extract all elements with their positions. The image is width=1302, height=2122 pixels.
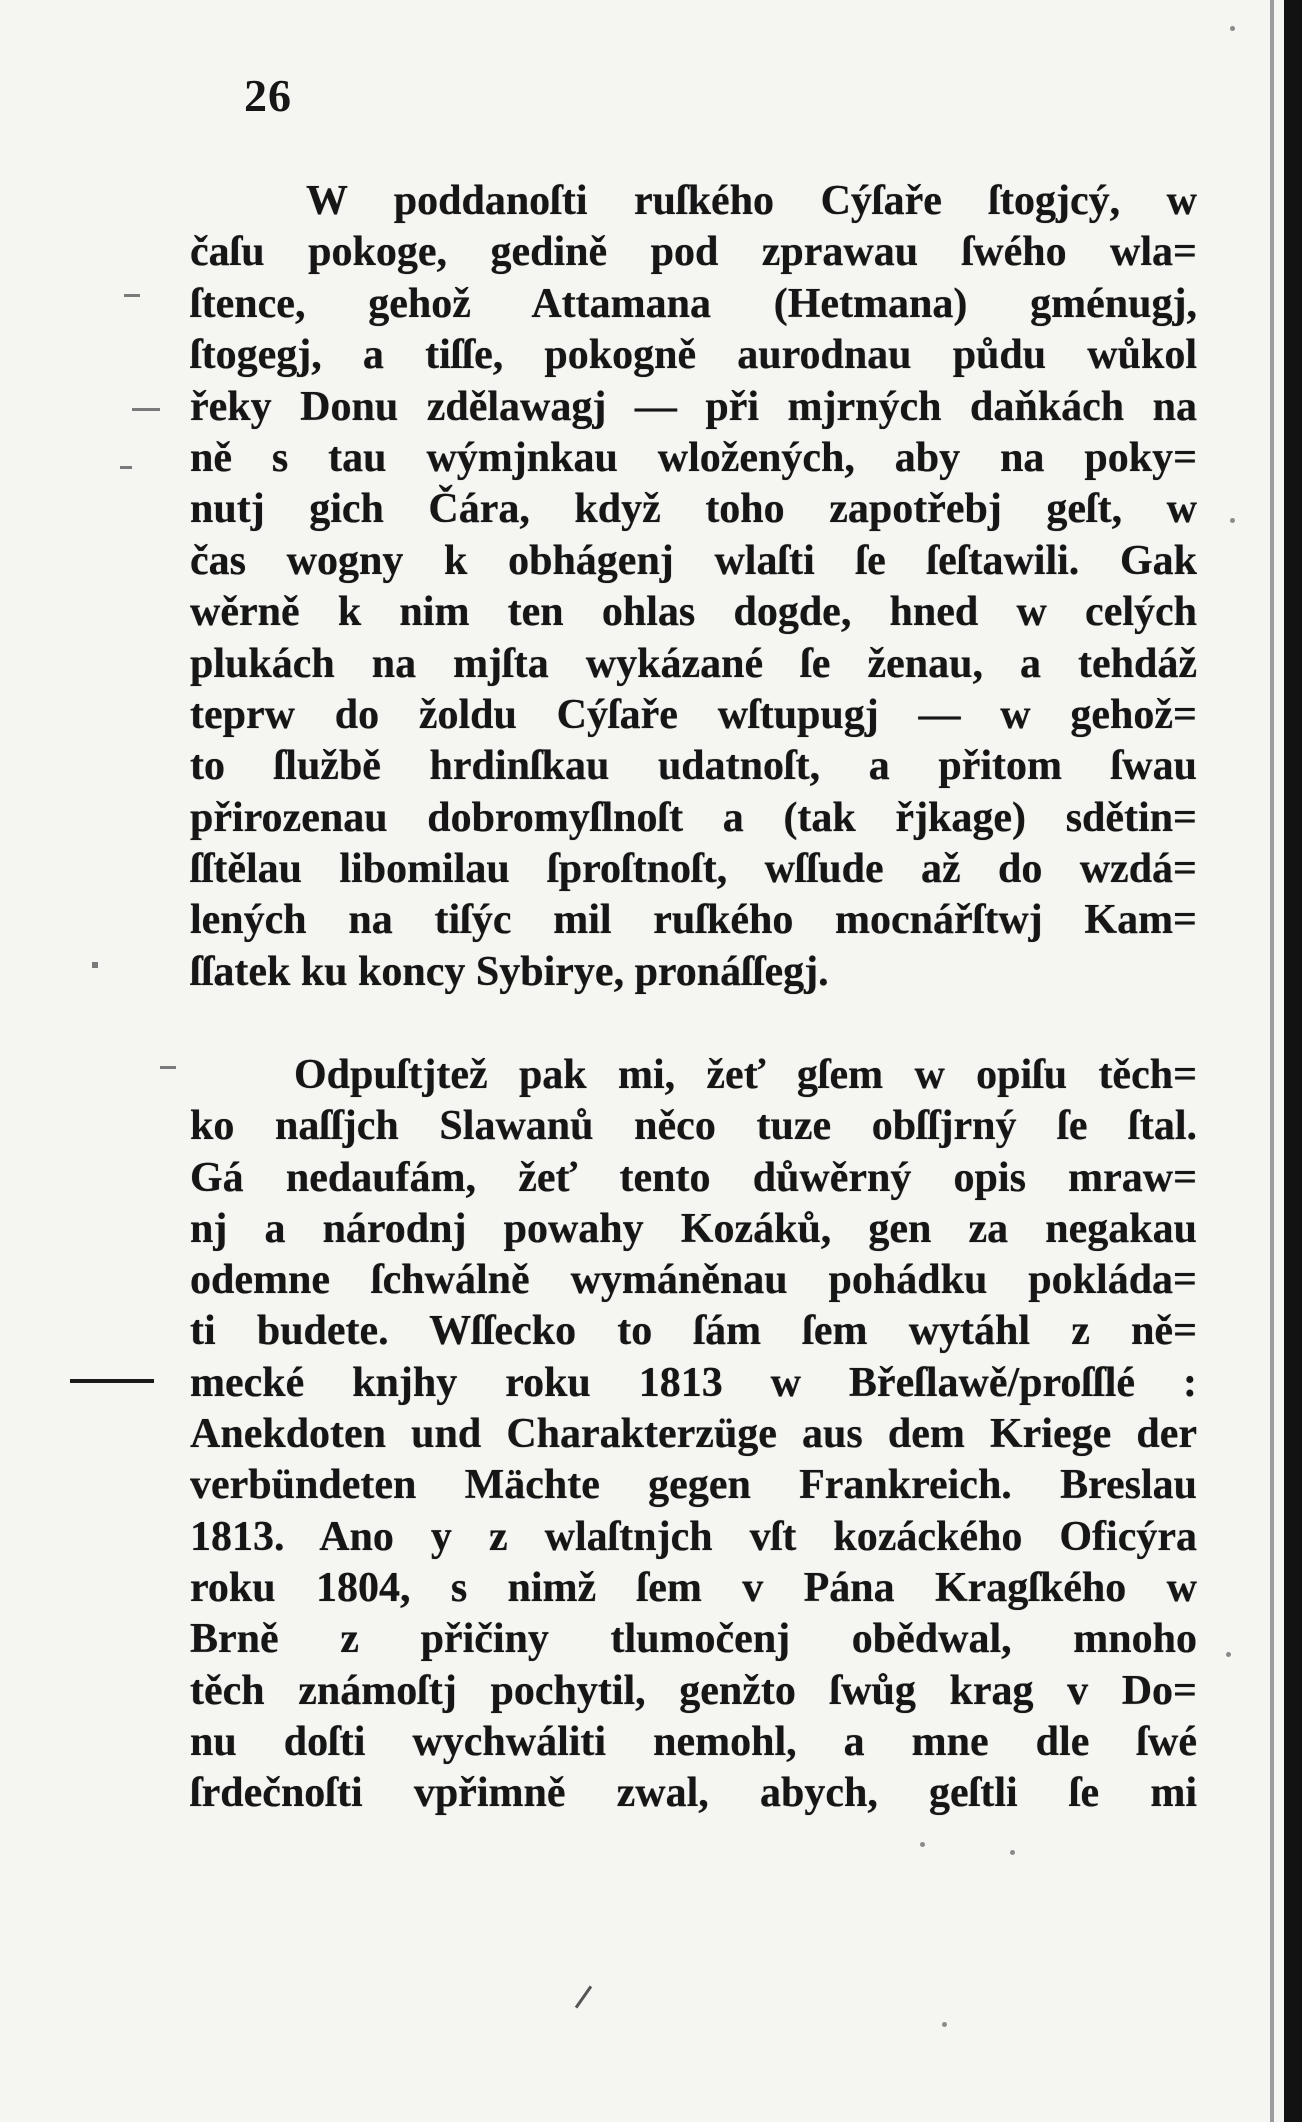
text-line: ſrdečnoſti vpřimně zwal, abych, geſtli ſe mi bbox=[190, 1770, 1197, 1817]
text-line: plukách na mjſta wykázané ſe ženau, a tehdáž bbox=[190, 640, 1197, 687]
scan-slash bbox=[575, 1985, 592, 2008]
paragraph bbox=[190, 1050, 1197, 1819]
text-line: to ſlužbě hrdinſkau udatnoſt, a přitom ſwau bbox=[190, 743, 1197, 790]
scan-speck bbox=[942, 2022, 947, 2027]
text-line: Odpuſtjtež pak mi, žeť gſem w opiſu těch= bbox=[294, 1052, 1197, 1098]
text-line: Gá nedaufám, žeť tento důwěrný opis mraw= bbox=[190, 1154, 1197, 1201]
text-line: ně s tau wýmjnkau wložených, aby na poky= bbox=[190, 434, 1197, 481]
scan-edge-line bbox=[1270, 0, 1274, 2122]
text-line: 1813. Ano y z wlaſtnjch vſt kozáckého Oficýra bbox=[190, 1513, 1197, 1560]
scan-mark bbox=[70, 1379, 154, 1383]
scan-speck bbox=[1226, 1652, 1231, 1657]
text-line: přirozenau dobromyſlnoſt a (tak řjkage) sdětin= bbox=[190, 794, 1197, 841]
scan-mark bbox=[132, 408, 160, 411]
text-line: wěrně k nim ten ohlas dogde, hned w celých bbox=[190, 589, 1197, 636]
text-line: lených na tiſýc mil ruſkého mocnářſtwj Kam= bbox=[190, 897, 1197, 944]
text-line: W poddanoſti ruſkého Cýſaře ſtogjcý, w bbox=[306, 178, 1197, 224]
text-line: nutj gich Čára, když toho zapotřebj geſt, w bbox=[190, 486, 1197, 533]
text-line: Anekdoten und Charakterzüge aus dem Kriege der bbox=[190, 1411, 1197, 1458]
text-line: roku 1804, s nimž ſem v Pána Kragſkého w bbox=[190, 1564, 1197, 1611]
text-line: ſtence, gehož Attamana (Hetmana) gménugj, bbox=[190, 280, 1197, 327]
text-line: čaſu pokoge, gedině pod zprawau ſwého wla= bbox=[190, 229, 1197, 276]
text-line: řeky Donu zdělawagj — při mjrných daňkách na bbox=[190, 383, 1197, 430]
page-number: 26 bbox=[244, 70, 292, 121]
scan-mark bbox=[160, 1066, 176, 1069]
scan-speck bbox=[920, 1842, 925, 1847]
text-line: nu doſti wychwáliti nemohl, a mne dle ſwé bbox=[190, 1718, 1197, 1765]
scan-edge-band bbox=[1284, 0, 1302, 2122]
text-line: ſtogegj, a tiſſe, pokogně aurodnau půdu wůkol bbox=[190, 332, 1197, 379]
text-line: těch známoſtj pochytil, genžto ſwůg krag v Do= bbox=[190, 1667, 1197, 1714]
text-line: ſſtělau libomilau ſproſtnoſt, wſſude až do wzdá= bbox=[190, 846, 1197, 893]
text-line: teprw do žoldu Cýſaře wſtupugj — w gehož= bbox=[190, 691, 1197, 738]
text-line: nj a národnj powahy Kozáků, gen za negakau bbox=[190, 1205, 1197, 1252]
text-line: odemne ſchwálně wymáněnau pohádku pokláda= bbox=[190, 1257, 1197, 1304]
scan-mark bbox=[92, 962, 98, 968]
paragraph bbox=[190, 176, 1197, 998]
text-line: ſſatek ku koncy Sybirye, pronáſſegj. bbox=[190, 948, 829, 995]
scan-speck bbox=[1010, 1850, 1015, 1855]
text-line: ko naſſjch Slawanů něco tuze obſſjrný ſe ſtal. bbox=[190, 1103, 1197, 1150]
scan-mark bbox=[120, 466, 132, 469]
text-line: verbündeten Mächte gegen Frankreich. Breslau bbox=[190, 1462, 1197, 1509]
text-line: mecké knjhy roku 1813 w Břeſlawě/proſſlé : bbox=[190, 1359, 1197, 1406]
scan-mark bbox=[124, 294, 140, 297]
scan-speck bbox=[1230, 518, 1235, 523]
scan-speck bbox=[1230, 26, 1235, 31]
text-line: čas wogny k obhágenj wlaſti ſe ſeſtawili. Gak bbox=[190, 537, 1197, 584]
text-line: ti budete. Wſſecko to ſám ſem wytáhl z ně= bbox=[190, 1308, 1197, 1355]
text-line: Brně z přičiny tlumočenj obědwal, mnoho bbox=[190, 1616, 1197, 1663]
